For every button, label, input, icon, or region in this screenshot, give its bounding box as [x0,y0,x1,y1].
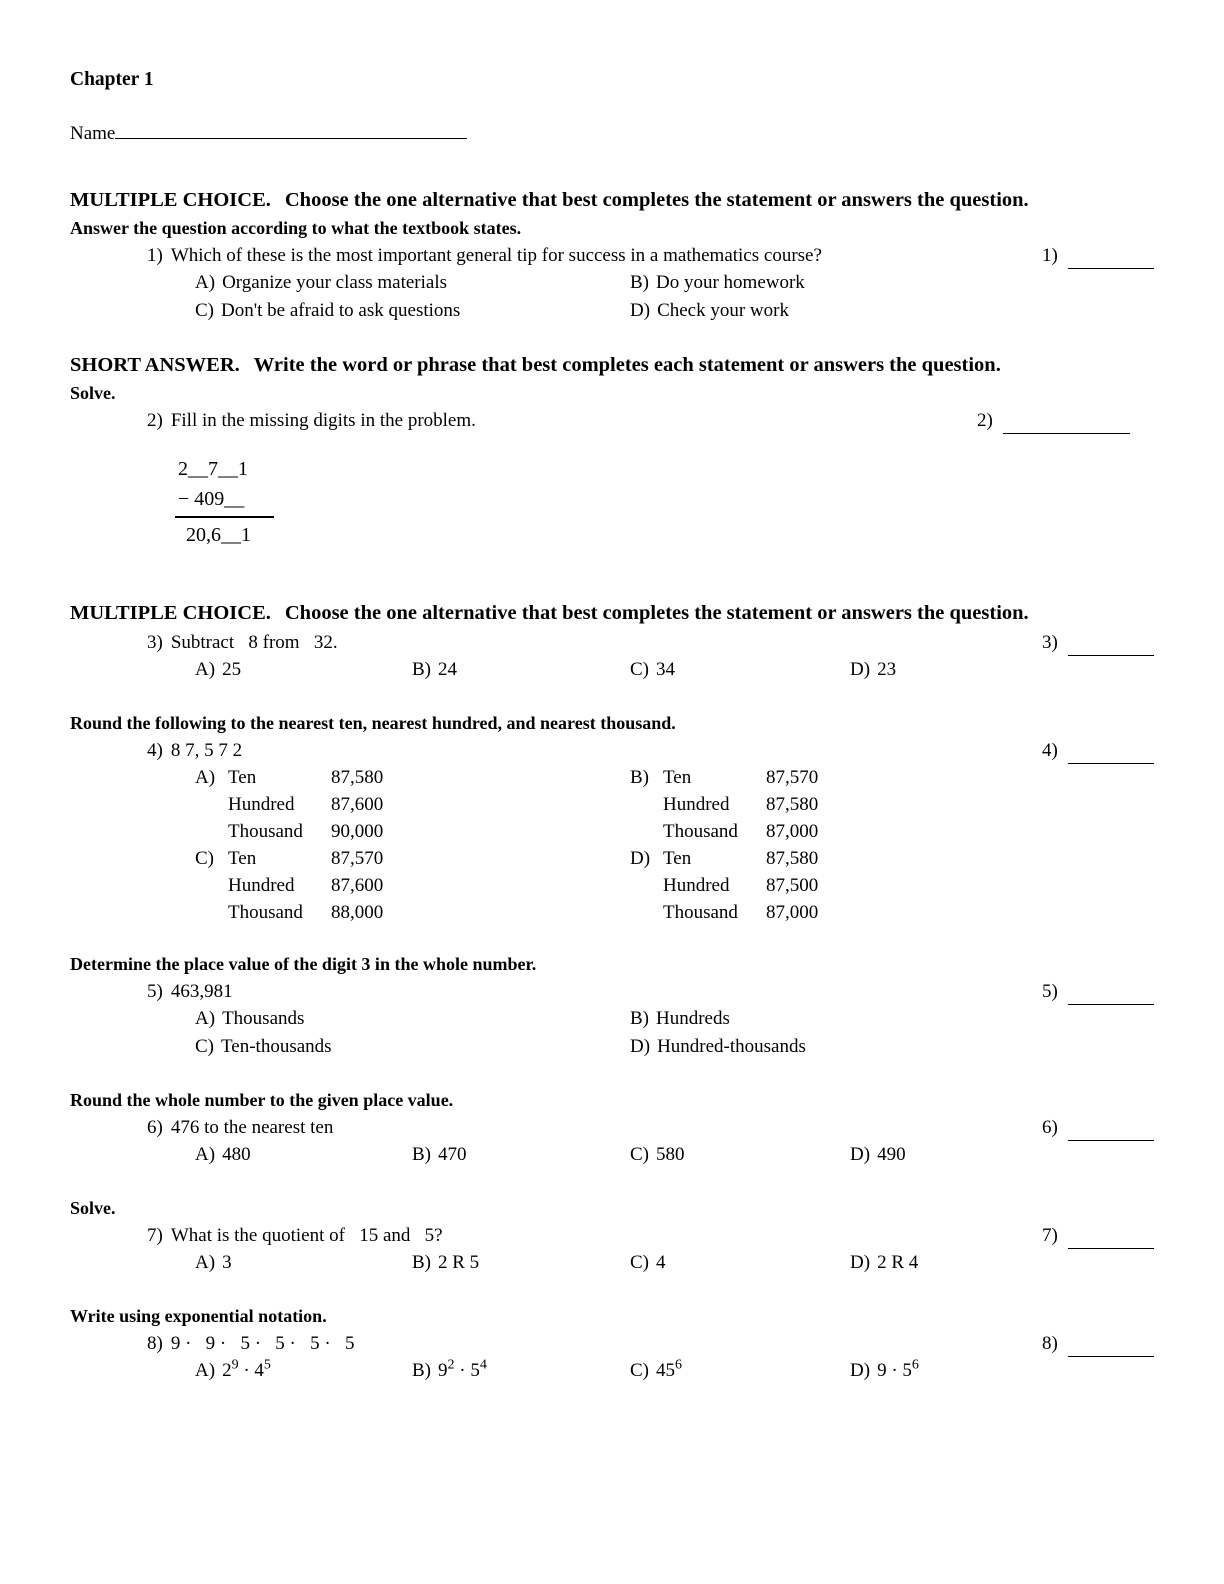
question-text: What is the quotient of 15 and 5? [170,1225,443,1246]
question-text: Which of these is the most important general tip for success in a mathematics course? [170,245,822,266]
option [195,656,412,684]
answer-blank[interactable] [1068,1121,1154,1141]
option-letter: C) [630,1252,649,1273]
place-value: 87,580 [766,794,819,815]
option [850,656,1154,684]
options-question-4 [195,764,1154,926]
place-label: Ten [663,848,692,869]
question-number: 8) [147,1333,163,1354]
option-letter: B) [630,272,649,293]
option [630,1357,850,1385]
directive: Round the whole number to the given place value. [70,1090,454,1110]
option [412,1141,630,1169]
option [630,1249,850,1277]
place-label: Hundred [228,875,295,896]
answer-field-2 [977,407,1130,434]
directive: Write using exponential notation. [70,1306,327,1326]
answer-field-3 [1042,629,1154,656]
question-number: 7) [147,1225,163,1246]
option [850,1249,1154,1277]
directive: Round the following to the nearest ten, nearest hundred, and nearest thousand. [70,713,676,733]
answer-field-7 [1042,1222,1154,1249]
option [412,1357,630,1385]
subtraction-subtrahend: − 409__ [178,488,245,510]
question-number: 5) [147,981,163,1002]
option-letter: C) [195,848,214,869]
place-value: 87,600 [331,794,384,815]
answer-blank[interactable] [1068,1337,1154,1357]
answer-number: 1) [1042,245,1058,266]
option-text: Check your work [657,300,789,321]
place-label: Ten [663,767,692,788]
options-question-1 [195,269,1154,325]
option-text: 2 R 4 [877,1252,919,1273]
question-text: 9 · 9 · 5 · 5 · 5 · 5 [170,1333,355,1354]
option-text: 4 [656,1252,666,1273]
option-letter: C) [630,659,649,680]
option-text: 2 R 5 [438,1252,480,1273]
section-instructions: Choose the one alternative that best completes the statement or answers the question. [284,602,1029,624]
answer-number: 4) [1042,740,1058,761]
option-letter: C) [195,300,214,321]
section-heading-short-answer [70,350,1105,380]
option-letter: B) [630,1008,649,1029]
section-title: MULTIPLE CHOICE. [70,189,271,211]
place-value: 87,570 [766,767,819,788]
option-text: 23 [877,659,897,680]
section-heading-multiple-choice-1 [70,185,1105,215]
option-letter: B) [630,767,649,788]
option-letter: B) [412,1144,431,1165]
option-text: 34 [656,659,675,680]
answer-number: 7) [1042,1225,1058,1246]
option-text: 24 [438,659,457,680]
answer-blank[interactable] [1068,1229,1154,1249]
directive: Answer the question according to what the textbook states. [70,218,522,238]
option [630,656,850,684]
option-letter: C) [630,1360,649,1381]
answer-number: 6) [1042,1117,1058,1138]
place-label: Thousand [663,902,738,923]
answer-field-1 [1042,242,1154,269]
directive: Solve. [70,383,116,403]
subtraction-difference: 20,6__1 [186,524,251,546]
place-label: Hundred [228,794,295,815]
option-letter: D) [630,1036,651,1057]
option [850,1141,1154,1169]
question-7 [147,1222,1154,1249]
name-blank[interactable] [115,118,467,139]
section-instructions: Write the word or phrase that best completes each statement or answers the question. [253,354,1001,376]
option-letter: C) [630,1144,649,1165]
section-instructions: Choose the one alternative that best completes the statement or answers the question. [284,189,1029,211]
option-text: 25 [222,659,242,680]
option-letter: A) [195,1008,216,1029]
question-8 [147,1330,1154,1357]
option [195,269,630,297]
answer-blank[interactable] [1068,636,1154,656]
option [630,1033,1154,1061]
option-text: Ten-thousands [221,1036,332,1057]
option-letter: A) [195,1144,216,1165]
option [195,1357,412,1385]
answer-number: 3) [1042,632,1058,653]
name-label: Name [70,123,116,144]
name-row [70,118,1154,147]
option-text: 3 [222,1252,232,1273]
options-question-3 [195,656,1154,684]
option-text: 580 [656,1144,685,1165]
answer-number: 5) [1042,981,1058,1002]
option-group [630,845,1154,926]
place-label: Hundred [663,794,730,815]
place-label: Hundred [663,875,730,896]
option-text: Thousands [222,1008,305,1029]
place-value: 87,600 [331,875,384,896]
question-text: Fill in the missing digits in the problem. [170,410,476,431]
option [630,1005,1154,1033]
option-letter: D) [850,659,871,680]
option-letter: D) [630,300,651,321]
option [630,269,1154,297]
question-number: 6) [147,1117,163,1138]
option-letter: C) [195,1036,214,1057]
option-text: 490 [877,1144,906,1165]
place-value: 90,000 [331,821,384,842]
place-label: Thousand [228,902,303,923]
option [195,297,630,325]
place-value: 88,000 [331,902,384,923]
options-question-8 [195,1357,1154,1385]
option-text: Hundreds [656,1008,730,1029]
answer-field-6 [1042,1114,1154,1141]
question-number: 4) [147,740,163,761]
answer-field-5 [1042,978,1154,1005]
option-text: Organize your class materials [222,272,447,293]
answer-field-4 [1042,737,1154,764]
option-letter: D) [630,848,651,869]
subtraction-minuend: 2__7__1 [178,458,248,480]
option-text: 480 [222,1144,251,1165]
option-text: $9^2 \cdot 5^4$ [438,1357,487,1381]
option-group [630,764,1154,845]
option-letter: A) [195,1252,216,1273]
question-number: 2) [147,410,163,431]
option-letter: B) [412,1360,431,1381]
question-text: Subtract 8 from 32. [170,632,338,653]
question-number: 3) [147,632,163,653]
place-value: 87,000 [766,821,819,842]
option [412,656,630,684]
place-label: Ten [228,767,257,788]
question-4 [147,737,1154,764]
option-text: 470 [438,1144,467,1165]
section-heading-multiple-choice-2 [70,598,1105,628]
place-label: Thousand [663,821,738,842]
option-letter: D) [850,1360,871,1381]
option [412,1249,630,1277]
directive: Solve. [70,1198,116,1218]
option [850,1357,1154,1385]
option-letter: A) [195,767,216,788]
option-letter: B) [412,659,431,680]
question-5 [147,978,1154,1005]
option-letter: D) [850,1252,871,1273]
answer-blank[interactable] [1068,249,1154,269]
option [630,297,1154,325]
option [630,1141,850,1169]
place-label: Thousand [228,821,303,842]
place-label: Ten [228,848,257,869]
option-text: Do your homework [656,272,805,293]
answer-field-8 [1042,1330,1154,1357]
place-value: 87,570 [331,848,384,869]
question-number: 1) [147,245,163,266]
place-value: 87,000 [766,902,819,923]
option-text: $45^6$ [656,1357,682,1381]
option [195,1005,630,1033]
section-title: MULTIPLE CHOICE. [70,602,271,624]
option-text: Hundred-thousands [657,1036,806,1057]
option-letter: A) [195,1360,216,1381]
place-value: 87,500 [766,875,819,896]
question-text: 463,981 [170,981,233,1002]
option [195,1033,630,1061]
answer-blank[interactable] [1068,985,1154,1005]
option-letter: D) [850,1144,871,1165]
place-value: 87,580 [766,848,819,869]
question-2 [147,407,1154,434]
question-3 [147,629,1154,656]
option [195,1249,412,1277]
question-6 [147,1114,1154,1141]
question-1 [147,242,1154,269]
place-value: 87,580 [331,767,384,788]
option-letter: A) [195,272,216,293]
option-letter: B) [412,1252,431,1273]
option-group [195,845,630,926]
options-question-6 [195,1141,1154,1169]
options-question-7 [195,1249,1154,1277]
option-text: $9 \cdot 5^6$ [877,1357,919,1381]
option-group [195,764,630,845]
answer-number: 8) [1042,1333,1058,1354]
question-text: 476 to the nearest ten [170,1117,334,1138]
options-question-5 [195,1005,1154,1061]
subtraction-problem [175,454,274,550]
directive: Determine the place value of the digit 3 in the whole number. [70,954,537,974]
option-text: $2^9 \cdot 4^5$ [222,1357,271,1381]
answer-blank[interactable] [1068,744,1154,764]
option-letter: A) [195,659,216,680]
answer-blank[interactable] [1003,414,1130,434]
section-title: SHORT ANSWER. [70,354,240,376]
answer-number: 2) [977,410,993,431]
option-text: Don't be afraid to ask questions [221,300,461,321]
page-title: Chapter 1 [70,69,154,90]
option [195,1141,412,1169]
question-text: 8 7, 5 7 2 [170,740,243,761]
